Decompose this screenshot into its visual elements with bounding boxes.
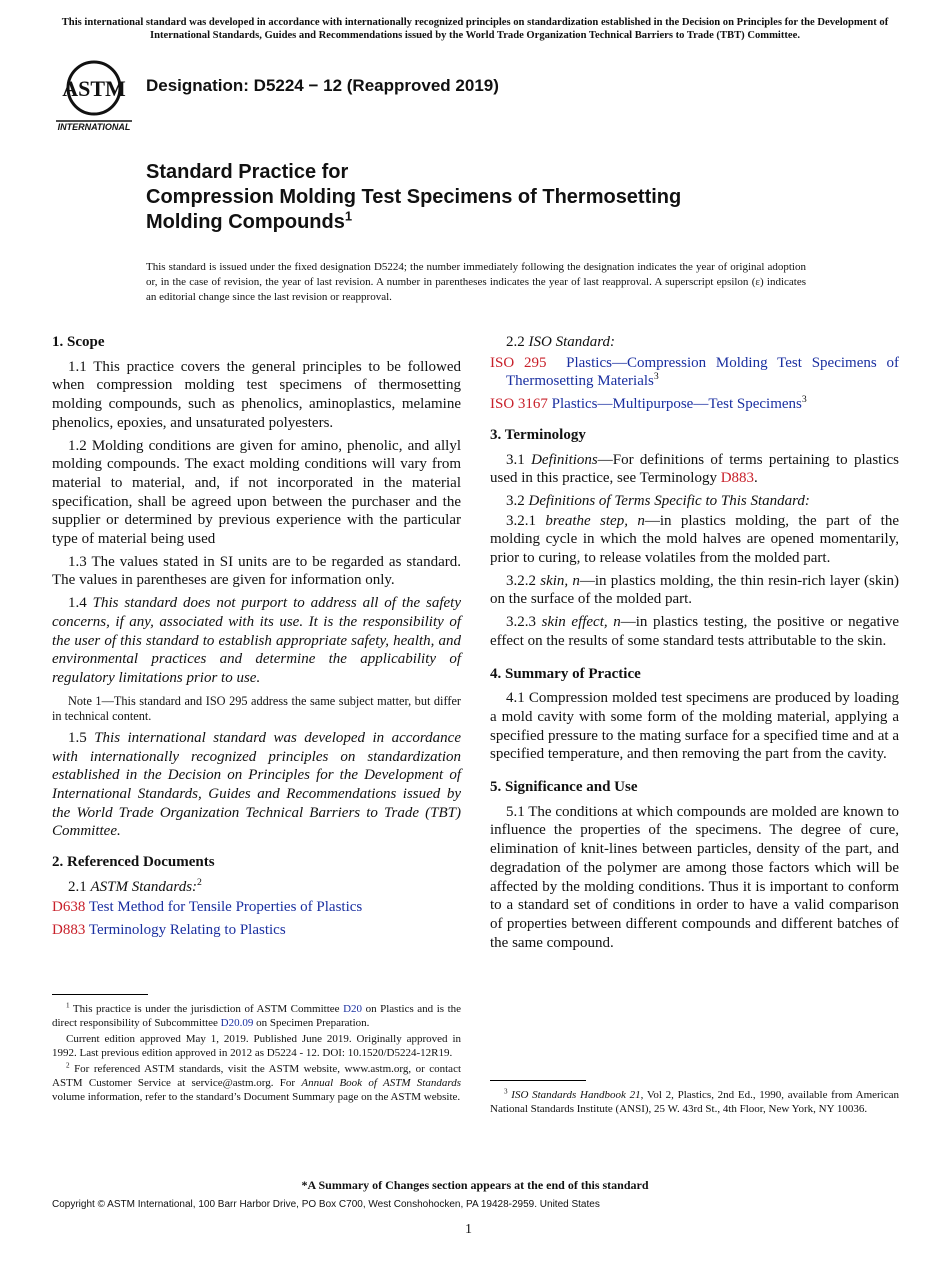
page-number: 1	[465, 1222, 472, 1237]
footnote-1: $^1$ This practice is under the jurisdiction of ASTM Committee D20 on Plastics and is the direct responsibility of Subcommittee D20.09 on Specimen Preparation.	[52, 1001, 462, 1030]
para-3-2-3: 3.2.3 skin effect, n—in plastics testing, the positive or negative effect on the results of some standard tests attributable to the skin.	[490, 614, 899, 649]
ref-code[interactable]: ISO 295	[490, 354, 547, 371]
para-1-5: 1.5 This international standard was developed in accordance with internationally recognized principles on standardization established in the Decision on Principles for the Development of International Standards, Guides and Recommendations issued by the World Trade Organization Technical Barriers to Trade (TBT) Committee.	[52, 729, 461, 840]
page-title	[146, 160, 681, 235]
para-5-1: 5.1 The conditions at which compounds are molded are known to influence the properties of the specimens. The degree of cure, elimination of knit-lines between particles, density of the part, and degradation of the polymer are among those factors which will be affected by the molding conditions. Thus it is important to conform to a standard set of conditions in order to have a valid comparison of properties between different compounds and different batches of the same compound.	[490, 803, 899, 951]
para-1-3: 1.3 The values stated in SI units are to be regarded as standard. The values in parentheses are given for information only.	[52, 553, 461, 589]
ref-d638[interactable]	[52, 898, 461, 917]
para-2-2: 2.2 ISO Standard:	[506, 334, 616, 350]
header-notice: This international standard was developed in accordance with internationally recognized principles on standardization established in the Decision on Principles for the Development of International Standards, Guides and Recommendations issued by the World Trade Organization Technical Barriers to Trade (TBT) Committee.	[61, 17, 889, 41]
link-d20-09[interactable]: D20.09	[220, 1017, 254, 1030]
note-1: Note 1—This standard and ISO 295 address the same subject matter, but differ in technical content.	[52, 693, 461, 724]
designation: Designation: D5224 − 12 (Reapproved 2019)	[146, 76, 499, 95]
svg-text:INTERNATIONAL: INTERNATIONAL	[57, 122, 131, 132]
para-1-2: 1.2 Molding conditions are given for amino, phenolic, and allyl molding compounds. The exact molding conditions will vary from material to material, and, if not incorporated in the material specification, shall be agreed upon between the purchaser and the supplier or determined by previous experience with the particular type of material being used	[52, 437, 461, 548]
footnotes-right	[490, 1088, 899, 1118]
astm-logo-icon	[52, 54, 136, 138]
para-1-4: 1.4 This standard does not purport to address all of the safety concerns, if any, associated with its use. It is the responsibility of the user of this standard to establish appropriate safety, health, and environmental practices and determine the applicability of regulatory limitations prior to use.	[52, 595, 462, 686]
para-3-2-1: 3.2.1 breathe step, n—in plastics molding, the part of the molding cycle in which the mold halves are opened momentarily, prior to curing, to release volatiles from the molded part.	[490, 512, 899, 567]
ref-title[interactable]: Plastics—Compression Molding Test Specimens of Thermosetting Materials	[506, 354, 900, 390]
section-scope-heading: 1. Scope	[52, 334, 105, 350]
para-2-1: 2.1 ASTM Standards:$^2$	[68, 876, 202, 895]
right-column	[490, 333, 899, 956]
footnote-3: $^3$ ISO Standards Handbook 21, Vol 2, Plastics, 2nd Ed., 1990, available from American National Standards Institute (ANSI), 25 W. 43rd St., 4th Floor, New York, NY 10036.	[490, 1087, 900, 1116]
footnote-2: $^2$ For referenced ASTM standards, visit the ASTM website, www.astm.org, or contact ASTM Customer Service at service@astm.org. For Annual Book of ASTM Standards volume information, refer to the standard’s Document Summary page on the ASTM website.	[52, 1060, 462, 1104]
section-summary-heading: 4. Summary of Practice	[490, 665, 641, 682]
link-d20[interactable]: D20	[343, 1003, 363, 1015]
title-footnote-mark: 1	[344, 208, 353, 224]
left-column	[52, 333, 461, 944]
ref-iso-3167[interactable]: ISO 3167 Plastics—Multipurpose—Test Specimens$^3$	[490, 394, 807, 413]
ref-code[interactable]: D638	[52, 899, 86, 916]
ref-title[interactable]: Plastics—Multipurpose—Test Specimens	[551, 396, 802, 413]
ref-title[interactable]: Test Method for Tensile Properties of Plastics	[88, 899, 363, 916]
svg-text:ASTM: ASTM	[62, 76, 126, 101]
para-3-2: 3.2 Definitions of Terms Specific to This Standard:	[506, 492, 810, 509]
para-4-1: 4.1 Compression molded test specimens are produced by loading a mold cavity with some form of the molding material, applying a specified pressure to the mating surface for a specified time and at a specified temperature, and then removing the part from the cavity.	[490, 690, 899, 763]
footnote-1-edition: Current edition approved May 1, 2019. Published June 2019. Originally approved in 1992. Last previous edition approved in 2012 as D5224 - 12. DOI: 10.1520/D5224-12R19.	[52, 1032, 461, 1060]
copyright: Copyright © ASTM International, 100 Barr Harbor Drive, PO Box C700, West Conshohocken, PA 19428-2959. United States	[52, 1199, 600, 1210]
title-line-1: Standard Practice for	[146, 161, 349, 183]
para-3-1: 3.1 Definitions—For definitions of terms pertaining to plastics used in this practice, see Terminology D883.	[490, 451, 899, 487]
title-line-3: Molding Compounds$^1$	[146, 208, 353, 233]
ref-code[interactable]: ISO 3167	[490, 396, 548, 413]
link-d883[interactable]: D883	[720, 470, 755, 487]
ref-code[interactable]: D883	[52, 922, 86, 939]
section-referenced-heading: 2. Referenced Documents	[52, 854, 215, 871]
ref-title[interactable]: Terminology Relating to Plastics	[88, 922, 286, 939]
para-3-2-2: 3.2.2 skin, n—in plastics molding, the thin resin-rich layer (skin) on the surface of the molded part.	[490, 572, 899, 608]
title-line-2: Compression Molding Test Specimens of Thermosetting	[146, 186, 682, 208]
footnote-divider-left	[52, 994, 148, 995]
footnote-divider-right	[490, 1080, 586, 1081]
ref-d883[interactable]	[52, 921, 461, 940]
summary-of-changes-note: *A Summary of Changes section appears at the end of this standard	[301, 1178, 649, 1192]
para-1-1: 1.1 This practice covers the general principles to be followed when compression molding test specimens of thermosetting molding compounds, such as phenolics, aminoplastics, melamine phenolics, epoxies, and unsaturated polyesters.	[52, 358, 461, 431]
issue-note: This standard is issued under the fixed designation D5224; the number immediately following the designation indicates the year of original adoption or, in the case of revision, the year of last revision. A number in parentheses indicates the year of last reapproval. A superscript epsilon (ε) indicates an editorial change since the last revision or reapproval.	[146, 261, 806, 303]
footnotes-left	[52, 1002, 461, 1106]
ref-iso-295[interactable]: ISO 295 Plastics—Compression Molding Test Specimens of Thermosetting Materials$^3$	[490, 354, 900, 390]
section-terminology-heading: 3. Terminology	[490, 426, 586, 443]
section-significance-heading: 5. Significance and Use	[490, 779, 638, 796]
